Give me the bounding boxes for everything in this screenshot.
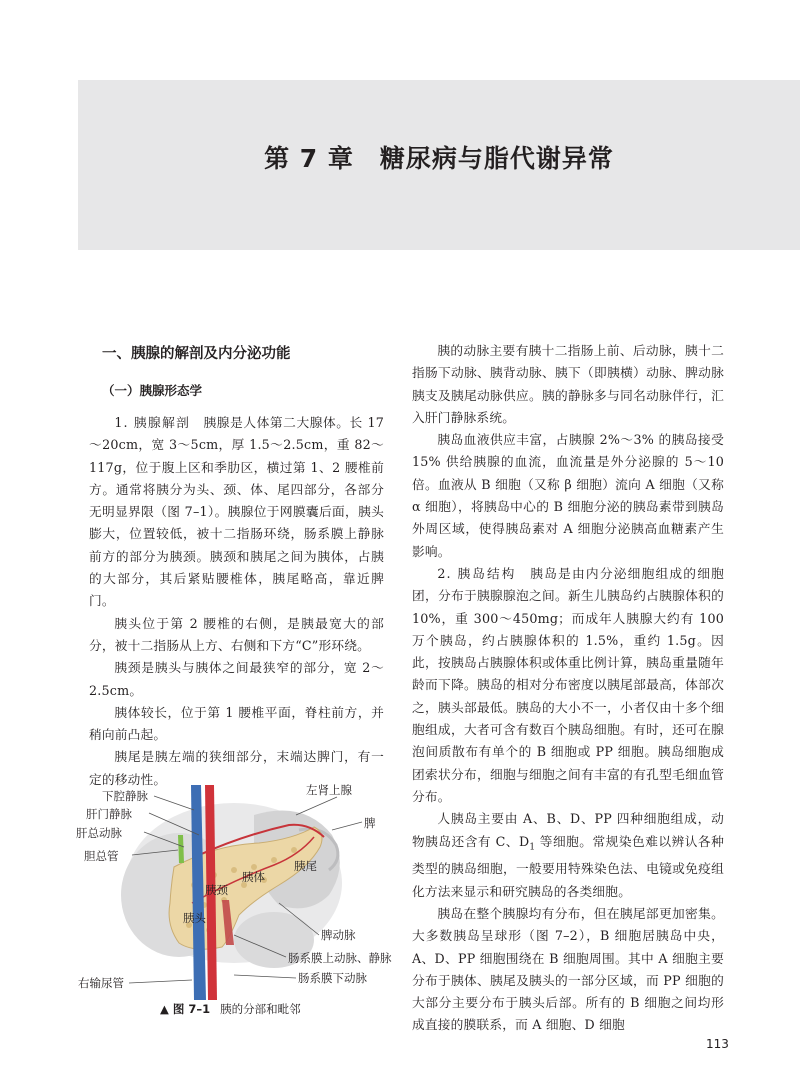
label-pancreas-neck: 胰颈 xyxy=(205,883,228,897)
figure-number: ▲ 图 7–1 xyxy=(160,1002,211,1016)
right-column xyxy=(412,340,724,1037)
paragraph-islet-structure xyxy=(412,563,724,808)
subscript: 1 xyxy=(529,842,536,853)
paragraph-body-part: 胰体较长，位于第 1 腰椎平面，脊柱前方，并稍向前凸起。 xyxy=(89,704,384,743)
text-span: 等细胞。常规染色难以辨认各种类型的胰岛细胞，一般要用特殊染色法、电镜或免疫组化方法来显示和研究胰岛的各类细胞。 xyxy=(412,833,724,899)
label-splenic-artery: 脾动脉 xyxy=(321,928,356,942)
label-inferior-vena-cava: 下腔静脉 xyxy=(102,789,148,803)
figure-caption-text: 胰的分部和毗邻 xyxy=(220,1002,301,1016)
chapter-banner xyxy=(78,80,800,250)
label-inferior-mesenteric-artery: 肠系膜下动脉 xyxy=(298,971,367,985)
label-spleen: 脾 xyxy=(364,816,376,830)
page-number: 113 xyxy=(706,1037,729,1051)
paragraph-lead: 2. 胰岛结构 xyxy=(437,565,517,581)
label-left-adrenal: 左肾上腺 xyxy=(306,783,352,797)
chapter-title: 第 7 章 糖尿病与脂代谢异常 xyxy=(264,144,614,173)
label-right-ureter: 右输尿管 xyxy=(78,976,124,990)
paragraph-tail: 胰尾是胰左端的狭细部分，末端达脾门，有一定的移动性。 xyxy=(89,749,384,787)
figure-caption xyxy=(160,1001,301,1017)
label-pancreas-head: 胰头 xyxy=(183,911,206,925)
paragraph-head: 胰头位于第 2 腰椎的右侧，是胰最宽大的部分，被十二指肠从上方、右侧和下方“C”形环绕。 xyxy=(89,615,384,653)
pancreas-figure xyxy=(74,775,392,1000)
paragraph-body: 胰岛是由内分泌细胞组成的细胞团，分布于胰腺腺泡之间。新生儿胰岛约占胰腺体积的 10%，重 300～450mg；而成年人胰腺大约有 100 万个胰岛，约占胰腺体积的 1.5%，重约 1.5g。因此，按胰岛占胰腺体积或体重比例计算，胰岛重量随年龄而下降。胰岛的相对分布密度以胰尾部最高，体部次之，胰头部最低。胰岛的大小不一，小者仅由十多个细胞组成，大者可含有数百个胰岛细胞。有时，还可在腺泡间质散布有单个的 B 细胞或 PP 细胞。胰岛细胞成团索状分布，细胞与细胞之间有丰富的有孔型毛细血管分布。 xyxy=(412,565,725,804)
paragraph-arteries: 胰的动脉主要有胰十二指肠上前、后动脉，胰十二指肠下动脉、胰背动脉、胰下（即胰横）动脉、脾动脉胰支及胰尾动脉供应。胰的静脉多与同名动脉伴行，汇入肝门静脉系统。 xyxy=(412,343,724,425)
paragraph-body: 胰腺是人体第二大腺体。长 17～20cm，宽 3～5cm，厚 1.5～2.5cm，重 82～117g，位于腹上区和季肋区，横过第 1、2 腰椎前方。通常将胰分为头、颈、体、尾四部分，各部分无明显界限（图 7–1）。胰腺位于网膜囊后面，胰头膨大，位置较低，被十二指肠环绕，肠系膜上静脉前方的部分为胰颈。胰颈和胰尾之间为胰体，占胰的大部分，其后紧贴腰椎体，胰尾略高，靠近脾门。 xyxy=(89,415,384,609)
section-heading: 一、胰腺的解剖及内分泌功能 xyxy=(102,346,291,362)
paragraph-lead: 1. 胰腺解剖 xyxy=(114,415,191,430)
subsection-heading: （一）胰腺形态学 xyxy=(102,383,203,398)
label-portal-vein: 肝门静脉 xyxy=(86,807,132,821)
left-column xyxy=(89,340,384,791)
text-span: 人胰岛主要由 A、B、D、PP 四种细胞组成，动物胰岛还含有 C、D xyxy=(412,811,724,849)
label-common-hepatic-artery: 肝总动脉 xyxy=(76,826,122,840)
paragraph-anatomy xyxy=(89,412,384,613)
label-pancreas-body: 胰体 xyxy=(242,870,265,884)
paragraph-blood-supply: 胰岛血液供应丰富，占胰腺 2%～3% 的胰岛接受 15% 供给胰腺的血流，血流量是外分泌腺的 5～10 倍。血液从 B 细胞（又称 β 细胞）流向 A 细胞（又称 α 细胞），将胰岛中心的 B 细胞分泌的胰岛素带到胰岛外周区域，使得胰岛素对 A 细胞分泌胰高血糖素产生影响。 xyxy=(412,432,724,559)
paragraph-neck: 胰颈是胰头与胰体之间最狭窄的部分，宽 2～2.5cm。 xyxy=(89,660,384,698)
label-pancreas-tail: 胰尾 xyxy=(294,859,317,873)
paragraph-distribution: 胰岛在整个胰腺均有分布，但在胰尾部更加密集。大多数胰岛呈球形（图 7–2），B 细胞居胰岛中央，A、D、PP 细胞围绕在 B 细胞周围。其中 A 细胞主要分布于胰体、胰尾及胰头的一部分区域，而 PP 细胞的大部分主要分布于胰头后部。所有的 B 细胞之间均形成直接的膜联系，而 A 细胞、D 细胞 xyxy=(412,905,724,1033)
label-superior-mesenteric-vessels: 肠系膜上动脉、静脉 xyxy=(288,951,392,965)
label-common-bile-duct: 胆总管 xyxy=(84,849,119,863)
paragraph-cell-types xyxy=(412,808,724,903)
